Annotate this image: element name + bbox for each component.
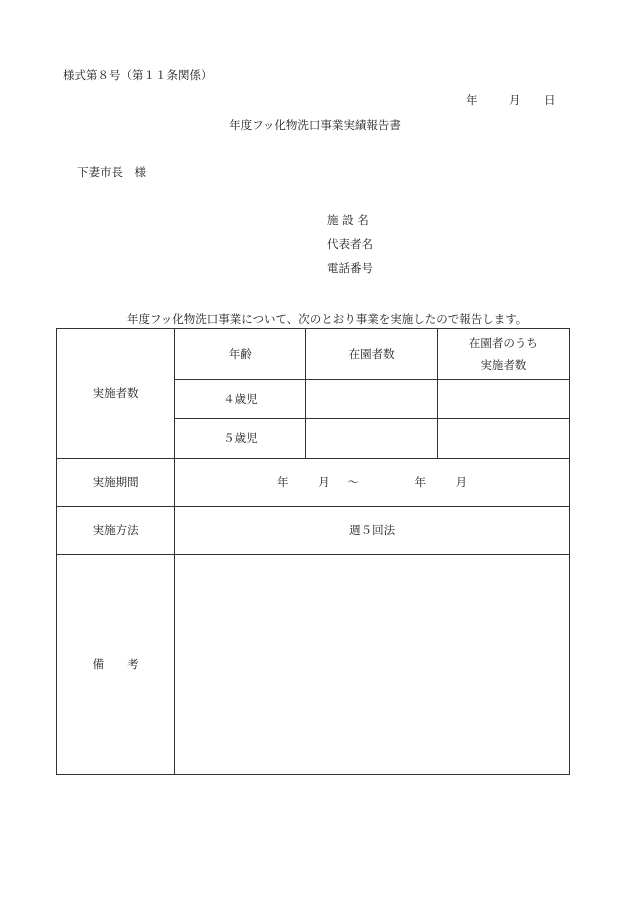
applicant-fields <box>327 212 373 284</box>
age-5-participants-field[interactable] <box>437 419 569 458</box>
period-month2: 月 <box>455 475 468 490</box>
phone-label: 電話番号 <box>327 261 373 275</box>
age-5-enrolled-field[interactable] <box>306 419 437 458</box>
age-4-label: ４歳児 <box>175 380 306 419</box>
participants-header-line2: 実施者数 <box>480 358 527 373</box>
representative-label: 代表者名 <box>327 237 373 251</box>
period-tilde: ～ <box>347 475 359 490</box>
date-day-label: 日 <box>544 93 556 107</box>
date-month-label: 月 <box>509 93 521 107</box>
date-year-label: 年 <box>466 93 478 107</box>
report-statement: 年度フッ化物洗口事業について、次のとおり事業を実施したので報告します。 <box>127 312 528 326</box>
enrolled-header: 在園者数 <box>306 329 437 380</box>
remarks-field[interactable] <box>175 554 570 774</box>
method-label: 実施方法 <box>57 506 175 554</box>
remarks-label: 備 考 <box>57 554 175 774</box>
method-value[interactable]: 週５回法 <box>175 506 570 554</box>
participants-header <box>437 329 569 380</box>
report-table <box>56 328 570 775</box>
age-5-label: ５歳児 <box>175 419 306 458</box>
age-header: 年齢 <box>175 329 306 380</box>
period-label: 実施期間 <box>57 458 175 506</box>
form-reference: 様式第８号（第１１条関係） <box>63 68 213 82</box>
period-year1: 年 <box>277 475 289 490</box>
age-4-participants-field[interactable] <box>437 380 569 419</box>
addressee: 下妻市長 様 <box>77 165 146 179</box>
participants-header-line1: 在園者のうち <box>468 336 538 351</box>
facility-name-label: 施 設 名 <box>327 213 369 227</box>
age-4-enrolled-field[interactable] <box>306 380 437 419</box>
period-month1: 月 <box>318 475 330 490</box>
period-year2: 年 <box>414 475 427 490</box>
document-title: 年度フッ化物洗口事業実績報告書 <box>229 118 401 132</box>
participants-label: 実施者数 <box>57 329 175 459</box>
period-field[interactable] <box>175 458 570 506</box>
